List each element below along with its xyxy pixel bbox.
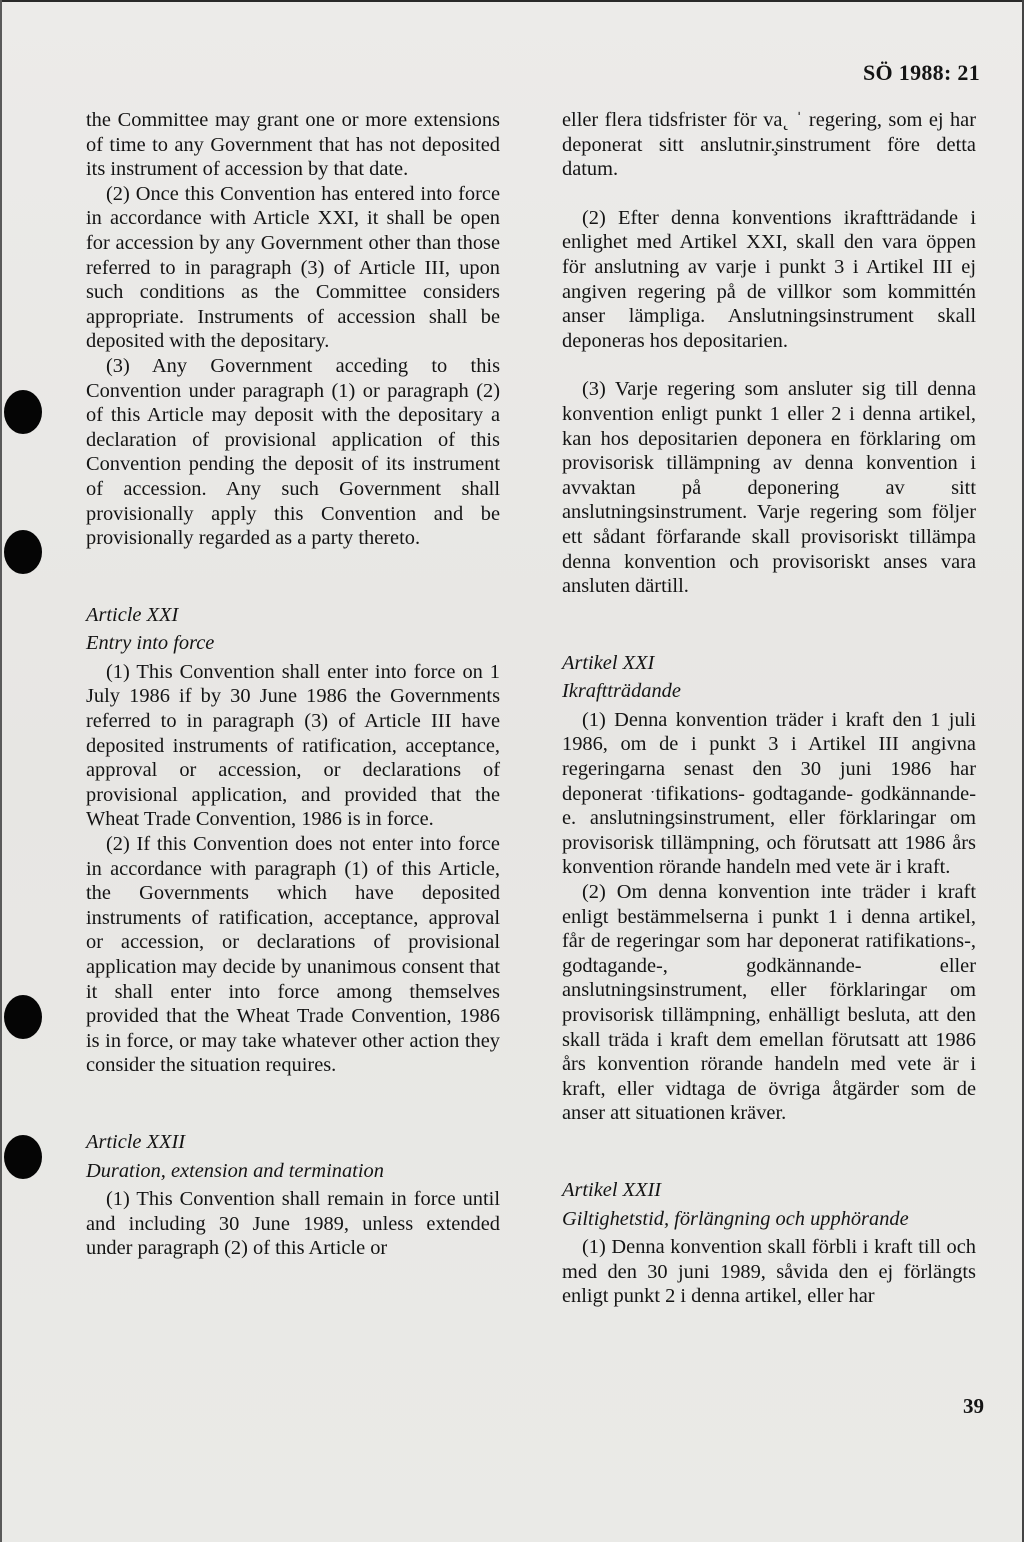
article-subheading: Duration, extension and termination [86, 1159, 384, 1182]
paragraph: (3) Any Government acceding to this Convention under paragraph (1) or paragraph (2) of this Article may deposit with the depositary a declaration of provisional application of this Convention pending the deposit of its instrument of accession. Any such Government shall provisionally apply this Convention and be provisionally regarded as a party thereto. [86, 354, 500, 550]
scan-border-left [0, 0, 2, 1542]
article-heading: Article XXI [86, 603, 179, 626]
document-reference: SÖ 1988: 21 [863, 60, 980, 85]
paragraph: eller flera tidsfrister för va˛ ˈ regering, som ej har deponerat sitt anslutnir.̧sinstrument före detta datum. [562, 109, 976, 181]
punch-hole-2 [4, 530, 42, 574]
article-heading: Artikel XXI [562, 651, 655, 674]
paragraph: (1) This Convention shall enter into force on 1 July 1986 if by 30 June 1986 the Governments referred to in paragraph (3) of Article III have deposited instruments of ratification, acceptance, approval or accession, or declarations of provisional application, and provided that the Wheat Trade Convention, 1986 is in force. [86, 660, 500, 831]
paragraph: the Committee may grant one or more extensions of time to any Government that has not deposited its instrument of accession by that date. [86, 109, 500, 181]
article-subheading: Entry into force [86, 632, 215, 655]
paragraph: (2) Om denna konvention inte träder i kraft enligt bestämmelserna i punkt 1 i denna artikel, får de regeringar som har deponerat ratifikations-, godtagande-, godkännande- eller anslutningsinstrument, eller förklaringar om provisorisk tillämpning, enhälligt besluta, att den skall träda i kraft dem emellan förutsatt att 1986 års konvention rörande handeln med vete är i kraft, eller vidtaga de övriga åtgärder som de anser att situationen kräver. [562, 881, 976, 1125]
article-subheading: Giltighetstid, förlängning och upphörande [562, 1207, 909, 1230]
paragraph: (1) Denna konvention skall förbli i kraft till och med den 30 juni 1989, såvida den ej förlängts enligt punkt 2 i denna artikel, eller har [562, 1236, 976, 1308]
paragraph: (1) This Convention shall remain in force until and including 30 June 1989, unless extended under paragraph (2) of this Article or [86, 1188, 500, 1260]
article-subheading: Ikraftträdande [562, 680, 681, 703]
punch-hole-4 [4, 1135, 42, 1179]
punch-hole-3 [4, 995, 42, 1039]
paragraph: (2) Efter denna konventions ikraftträdande i enlighet med Artikel XXI, skall den vara öppen för anslutning av varje i punkt 3 i Artikel III ej angiven regering på de villkor som kommittén anser lämpliga. Anslutningsinstrument skall deponeras hos depositarien. [562, 206, 976, 352]
paragraph: (2) If this Convention does not enter into force in accordance with paragraph (1) of this Article, the Governments which have deposited instruments of ratification, acceptance, approval or accession, or declarations of provisional application may decide by unanimous consent that it shall enter into force among themselves provided that the Wheat Trade Convention, 1986 is in force, or may take whatever other action they consider the situation requires. [86, 833, 500, 1077]
english-column [86, 108, 500, 1261]
article-heading: Artikel XXII [562, 1178, 662, 1201]
paragraph: (1) Denna konvention träder i kraft den 1 juli 1986, om de i punkt 3 i Artikel III angivna regeringarna senast den 30 juni 1986 har deponerat ˑtifikations- godtagande- godkännande- e. anslutningsinstrument, eller förklaringar om provisorisk tillämpning, och förutsatt att 1986 års konvention rörande handeln med vete är i kraft. [562, 708, 976, 879]
paragraph: (3) Varje regering som ansluter sig till denna konvention enligt punkt 1 eller 2 i denna artikel, kan hos depositarien deponera en förklaring om provisorisk tillämpning av denna konvention i avvaktan på deponering av sitt anslutningsinstrument. Varje regering som följer ett sådant förfarande skall provisoriskt tillämpa denna konvention och provisoriskt anses vara ansluten därtill. [562, 378, 976, 598]
swedish-column [562, 108, 976, 1309]
scan-border-top [0, 0, 1024, 2]
page-number: 39 [963, 1394, 984, 1418]
punch-hole-1 [4, 390, 42, 434]
article-heading: Article XXII [86, 1130, 186, 1153]
paragraph: (2) Once this Convention has entered into force in accordance with Article XXI, it shall be open for accession by any Government other than those referred to in paragraph (3) of Article III, upon such conditions as the Committee considers appropriate. Instruments of accession shall be deposited with the depositary. [86, 182, 500, 353]
